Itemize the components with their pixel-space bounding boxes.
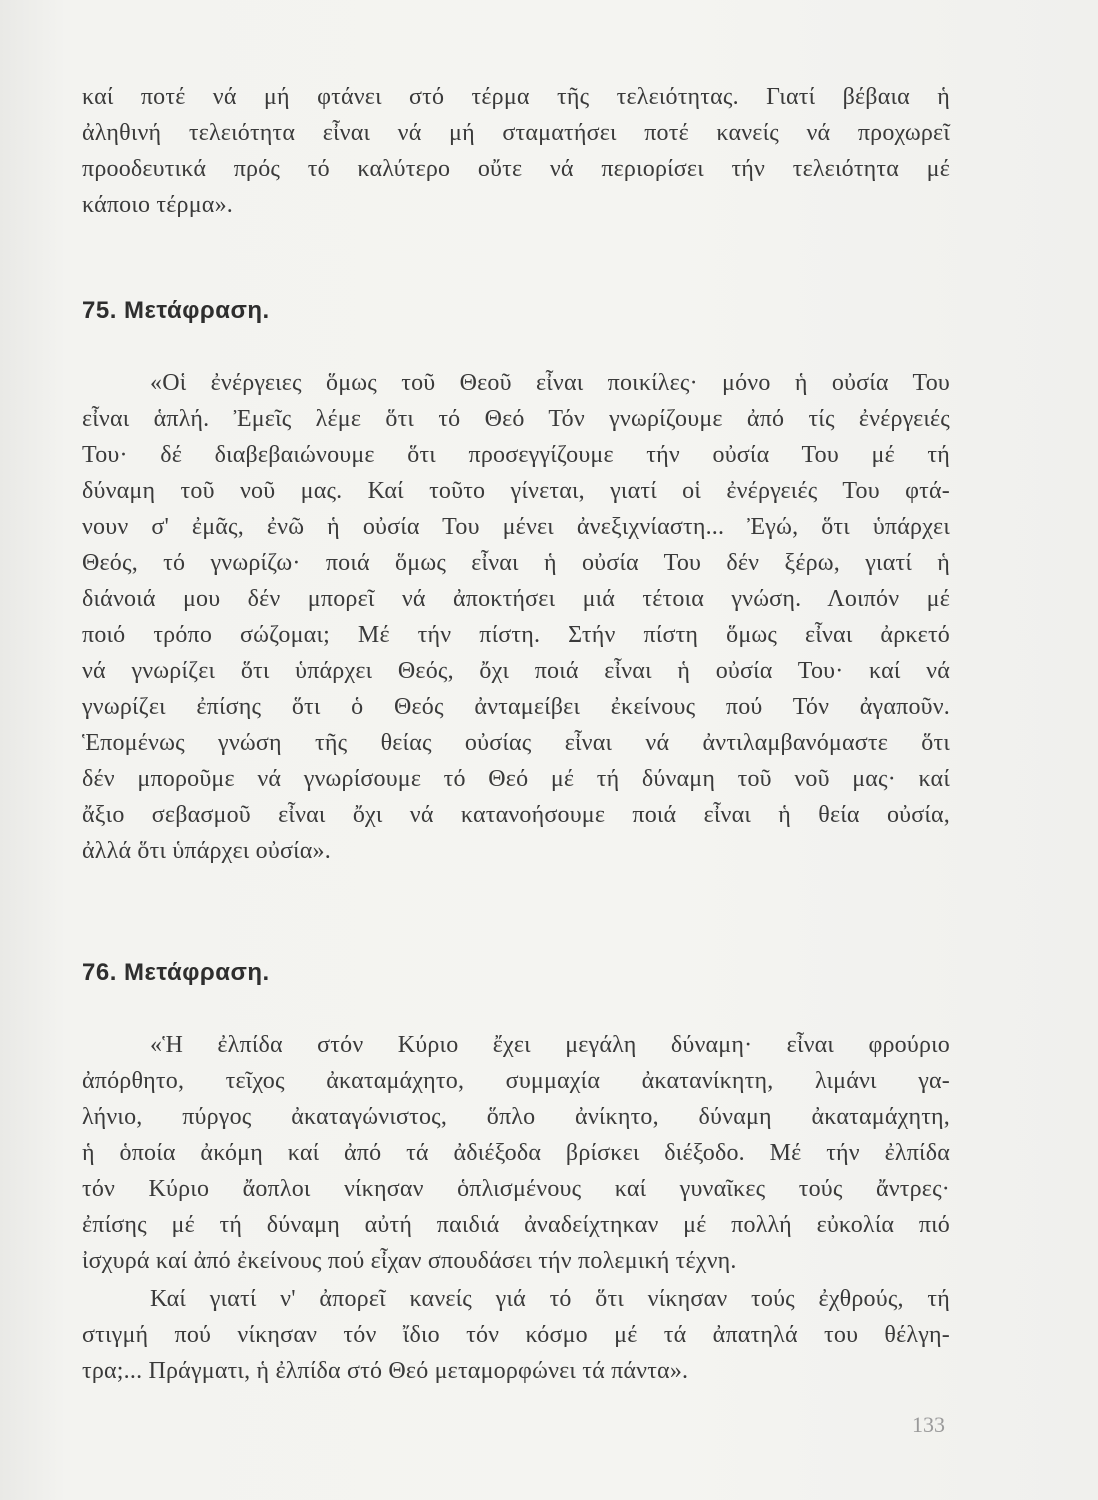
text-line: τόν Κύριο ἄοπλοι νίκησαν ὁπλισμένους καί γυναῖκες τούς ἄντρες· — [82, 1176, 950, 1202]
text-line: γνωρίζει ἐπίσης ὅτι ὁ Θεός ἀνταμείβει ἐκείνους πού Τόν ἀγαποῦν. — [82, 694, 950, 720]
text-line: στιγμή πού νίκησαν τόν ἴδιο τόν κόσμο μέ τά ἀπατηλά του θέλγη- — [82, 1322, 950, 1348]
text-line: καί ποτέ νά μή φτάνει στό τέρμα τῆς τελειότητας. Γιατί βέβαια ἡ — [82, 84, 950, 110]
text-line: ποιό τρόπο σώζομαι; Μέ τήν πίστη. Στήν πίστη ὅμως εἶναι ἀρκετό — [82, 622, 950, 648]
text-line: Ἑπομένως γνώση τῆς θείας οὐσίας εἶναι νά ἀντιλαμβανόμαστε ὅτι — [82, 730, 950, 756]
text-line: ἰσχυρά καί ἀπό ἐκείνους πού εἶχαν σπουδάσει τήν πολεμική τέχνη. — [82, 1248, 737, 1274]
text-line: δύναμη τοῦ νοῦ μας. Καί τοῦτο γίνεται, γιατί οἱ ἐνέργειές Του φτά- — [82, 478, 950, 504]
text-line: ἀπόρθητο, τεῖχος ἀκαταμάχητο, συμμαχία ἀκατανίκητη, λιμάνι γα- — [82, 1068, 950, 1094]
text-line: δέν μποροῦμε νά γνωρίσουμε τό Θεό μέ τή δύναμη τοῦ νοῦ μας· καί — [82, 766, 950, 792]
text-line: προοδευτικά πρός τό καλύτερο οὔτε νά περιορίσει τήν τελειότητα μέ — [82, 156, 950, 182]
text-line: Καί γιατί ν' ἀπορεῖ κανείς γιά τό ὅτι νίκησαν τούς ἐχθρούς, τή — [150, 1286, 950, 1312]
page-number: 133 — [912, 1412, 945, 1437]
text-line: νουν σ' ἐμᾶς, ἐνῶ ἡ οὐσία Του μένει ἀνεξιχνίαστη... Ἐγώ, ὅτι ὑπάρχει — [82, 514, 950, 540]
text-line: ἄξιο σεβασμοῦ εἶναι ὄχι νά κατανοήσουμε ποιά εἶναι ἡ θεία οὐσία, — [82, 802, 950, 828]
text-line: ἀλλά ὅτι ὑπάρχει οὐσία». — [82, 838, 331, 864]
text-line: τρα;... Πράγματι, ἡ ἐλπίδα στό Θεό μεταμορφώνει τά πάντα». — [82, 1358, 689, 1384]
text-line: «Οἱ ἐνέργειες ὅμως τοῦ Θεοῦ εἶναι ποικίλες· μόνο ἡ οὐσία Του — [150, 370, 950, 396]
text-line: Θεός, τό γνωρίζω· ποιά ὅμως εἶναι ἡ οὐσία Του δέν ξέρω, γιατί ἡ — [82, 550, 950, 576]
text-line: Του· δέ διαβεβαιώνουμε ὅτι προσεγγίζουμε τήν οὐσία Του μέ τή — [82, 442, 950, 468]
text-line: ἡ ὁποία ἀκόμη καί ἀπό τά ἀδιέξοδα βρίσκει διέξοδο. Μέ τήν ἐλπίδα — [82, 1140, 950, 1166]
text-line: νά γνωρίζει ὅτι ὑπάρχει Θεός, ὄχι ποιά εἶναι ἡ οὐσία Του· καί νά — [82, 658, 950, 684]
text-line: εἶναι ἁπλή. Ἐμεῖς λέμε ὅτι τό Θεό Τόν γνωρίζουμε ἀπό τίς ἐνέργειές — [82, 406, 950, 432]
section-heading-75: 75. Μετάφραση. — [82, 297, 270, 324]
text-line: διάνοιά μου δέν μπορεῖ νά ἀποκτήσει μιά τέτοια γνώση. Λοιπόν μέ — [82, 586, 950, 612]
text-line: κάποιο τέρμα». — [82, 192, 233, 218]
text-line: λήνιο, πύργος ἀκαταγώνιστος, ὅπλο ἀνίκητο, δύναμη ἀκαταμάχητη, — [82, 1104, 950, 1130]
text-line: «Ἡ ἐλπίδα στόν Κύριο ἔχει μεγάλη δύναμη· εἶναι φρούριο — [150, 1032, 950, 1058]
text-line: ἐπίσης μέ τή δύναμη αὐτή παιδιά ἀναδείχτηκαν μέ πολλή εὐκολία πιό — [82, 1212, 950, 1238]
section-heading-76: 76. Μετάφραση. — [82, 959, 270, 986]
text-line: ἀληθινή τελειότητα εἶναι νά μή σταματήσει ποτέ κανείς νά προχωρεῖ — [82, 120, 950, 146]
